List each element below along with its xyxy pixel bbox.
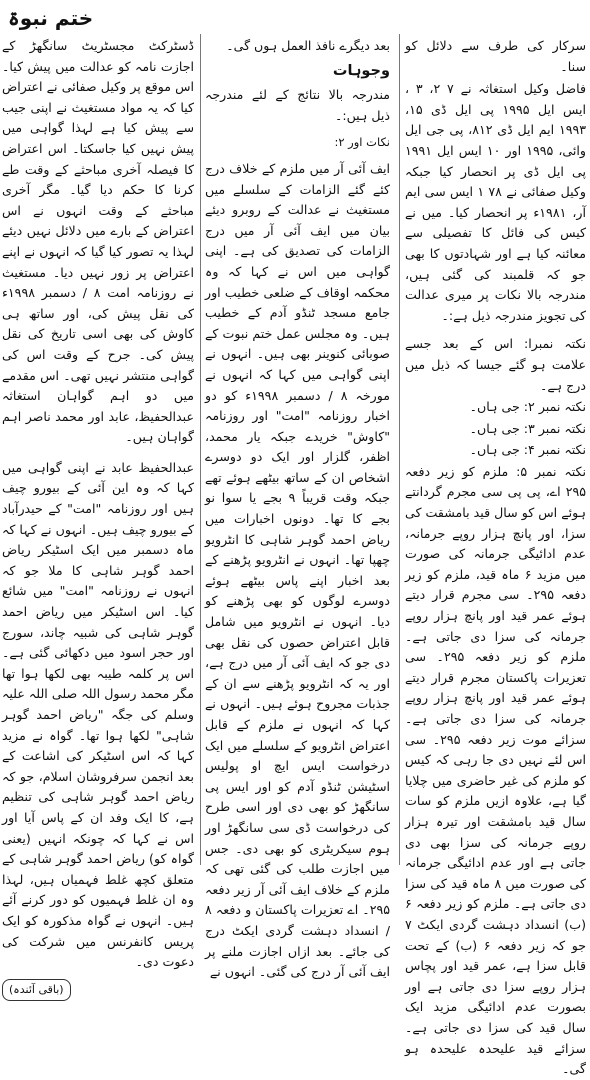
paragraph: ایف آئی آر میں ملزم کے خلاف درج کئے گئے الزامات کے سلسلے میں مستغیث نے عدالت کے روبرو دیئے بیان میں ایف آئی آر میں درج الزامات کی تصدیق کی ہے۔ اپنی گواہی میں اس نے کہا کہ وہ محکمہ اوقاف کے ضلعی خطیب اور جامع مسجد ٹنڈو آدم کے خطیب ہیں۔ وہ مجلس عمل ختم نبوت کے صوبائی کنوینر بھی ہیں۔ انہوں نے اپنی گواہی میں کہا کہ انہوں نے مورخہ ۸ / دسمبر ۱۹۹۸ء کو دو اخبار روزنامہ "امت" اور روزنامہ "کاوش" خریدے جبکہ یار محمد، اظفر، گلزار اور ایک دو دوسرے اشخاص ان کے ساتھ بیٹھے ہوئے تھے جبکہ وقت قریباً ۹ بجے یا سوا نو بجے کا تھا۔ دونوں اخبارات میں ریاض احمد گوہر شاہی کا انٹرویو چھپا تھا۔ انہوں نے انٹرویو پڑھنے کے بعد اخبار اپنے پاس بیٹھے ہوئے دوسرے لوگوں کو بھی پڑھنے کو دیا۔ انہوں نے انٹرویو میں شامل قابل اعتراض حصوں کی نقل بھی دی جو کہ ایف آئی آر میں درج ہے، اور یہ کہ انٹرویو پڑھنے سے ان کے جذبات مجروح ہوئے ہیں۔ انہوں نے کہا کہ انہوں نے ملزم کے قابل اعتراض انٹرویو کے سلسلے میں ایک درخواست ایس ایچ او پولیس اسٹیشن ٹنڈو آدم کو اور ایس پی سانگھڑ کو بھی دی اور اسی طرح کی درخواست ڈی سی سانگھڑ اور ہوم سیکریٹری کو بھی دی۔ جس میں اجازت طلب کی گئی تھی کہ ملزم کے خلاف ایف آئی آر زیر دفعہ ۲۹۵۔ اے تعزیرات پاکستان و دفعہ ۸ / انسداد دہشت گردی ایکٹ درج کی جائے۔ بعد ازاں اجازت ملنے پر ایف آئی آر درج کی گئی۔ انہوں نے [205, 160, 390, 980]
section-subheading: نکات اور ۲: [334, 135, 390, 150]
column-middle [205, 36, 390, 980]
column-divider [200, 34, 201, 865]
continued-label: (باقی آئندہ) [2, 979, 71, 1002]
paragraph: فاضل وکیل استغاثہ نے ۷ ۲، ۳ ، ایس ایل ۱۹۹۵ پی ایل ڈی ۱۵، ۱۹۹۳ ایم ایل ڈی ۸۱۲، پی جی ایل وائی، ۱۹۹۵ اور ۱۰ ایس ایل ۱۹۹۱ پی ایل ڈی پر انحصار کیا جبکہ وکیل صفائی نے ۷۸ ۱ ایس سی ایم آر، ۱۹۸۱ء پر انحصار کیا۔ میں نے کیس کی فائل کا تفصیلی سے معائنہ کیا ہے اور شہادتوں کا بھی جو کہ قلمبند کی گئی ہیں، مندرجہ بالا نکات پر میری عدالت کی تجویز مندرجہ ذیل ہے:۔ [405, 81, 587, 323]
point-item: نکتہ نمبرا: اس کے بعد جسے علامت ہو گئے جیسا کہ ذیل میں درج ہے۔ [405, 336, 586, 393]
point-item: نکتہ نمبر ۴: جی ہاں۔ [469, 442, 586, 458]
column-divider [399, 34, 400, 865]
section-heading: وجوہات [332, 62, 390, 79]
column-right [405, 36, 587, 1077]
continued-note [2, 979, 194, 1002]
column-left [2, 36, 194, 996]
paragraph: ڈسٹرکٹ مجسٹریٹ سانگھڑ کے اجازت نامہ کو عدالت میں پیش کیا۔ اس موقع پر وکیل صفائی نے اعتراض کیا کہ یہ مواد مستغیث نے اپنی جیب سے پیش کیا ہے لہذا گواہی میں پیش نہیں کیا جاسکتا۔ اس اعتراض کا فیصلہ آخری مباحثے کے وقت طے کرنا کا حکم دیا گیا۔ مگر آخری مباحثے کے وقت انہوں نے اس اعتراض کے بارے میں دلائل نہیں دیئے لہذا یہ تصور کیا گیا کہ انہوں نے اپنے اعتراض پر زور نہیں دیا۔ مستغیث نے روزنامہ امت ۸ / دسمبر ۱۹۹۸ء کی نقل پیش کی، اور ساتھ ہی کاوش کی بھی اسی تاریخ کی نقل پیش کی۔ جرح کے وقت اس کی گواہی منتشر نہیں تھی۔ اس مقدمے میں دو اہم گواہان استغاثہ عبدالحفیظ، عابد اور محمد ناصر اہم گواہان ہیں۔ [2, 38, 194, 445]
point-item: نکتہ نمبر ۳: جی ہاں۔ [469, 420, 586, 436]
magazine-logo [8, 4, 94, 32]
paragraph: بعد دیگرے نافذ العمل ہوں گی۔ [226, 38, 390, 53]
logo-text: ختم نبوۃ [8, 6, 94, 30]
paragraph: سرکار کی طرف سے دلائل کو سنا۔ [405, 38, 586, 74]
paragraph: مندرجہ بالا نتائج کے لئے مندرجہ ذیل ہیں:۔ [205, 87, 390, 123]
paragraph: عبدالحفیظ عابد نے اپنی گواہی میں کہا کہ وہ این آئی کے بیورو چیف ہیں اور روزنامہ "امت" کے حیدرآباد کے بیورو چیف ہیں۔ انہوں نے کہا کہ ماہ دسمبر میں ایک اسٹیکر ریاض احمد گوہر شاہی کا ملا جو کہ انہوں نے روزنامہ "امت" میں شائع کیا۔ اس اسٹیکر میں ریاض احمد گوہر شاہی کی شبیہ چاند، سورج اور حجر اسود میں دکھائی گئی ہے۔ اس پر کلمہ طیبہ بھی لکھا ہوا تھا مگر محمد رسول اللہ صلی اللہ علیہ وسلم کی جگہ "ریاض احمد گوہر شاہی" لکھا ہوا تھا۔ گواہ نے مزید کہا کہ اس اسٹیکر کی اشاعت کے بعد انجمن سرفروشان اسلام، جو کہ ریاض احمد گوہر شاہی کی تنظیم ہے، کا ایک وفد ان کے پاس آیا اور اس نے کہا کہ چونکہ انہیں (یعنی گواہ کو) ریاض احمد گوہر شاہی کے متعلق کچھ غلط فہمیاں ہیں، لہذا وہ ان غلط فہمیوں کو دور کرنے آئے ہیں۔ انہوں نے گواہ مذکورہ کو ایک پریس کانفرنس میں شرکت کی دعوت دی۔ [2, 459, 194, 970]
paragraph: نکتہ نمبر ۵: ملزم کو زیر دفعہ ۲۹۵ اے، پی پی سی مجرم گردانتے ہوئے اس کو سال قید بامشقت کی سزا، اور پانچ ہزار روپے جرمانہ، عدم ادائیگی جرمانہ کی صورت میں مزید ۶ ماہ قید، ملزم کو زیر دفعہ ۲۹۵۔ سی مجرم قرار دیتے ہوئے عمر قید اور پانچ ہزار روپے جرمانہ کی سزا دی جاتی ہے۔ ملزم کو زیر دفعہ ۲۹۵۔ سی تعزیرات پاکستان مجرم قرار دیتے ہوئے عمر قید اور پانچ ہزار روپے جرمانہ کی سزا دی جاتی ہے۔ سزائے موت زیر دفعہ ۲۹۵۔ سی اس لئے نہیں دی جا رہی کہ کیس کو ملزم کی غیر حاضری میں چلایا گیا ہے، علاوہ ازیں ملزم کو سات سال قید بامشقت اور تیرہ ہزار روپے جرمانہ کی سزا بھی دی جاتی ہے اور عدم ادائیگی جرمانہ کی صورت میں ۸ ماہ قید کی سزا دی جاتی ہے۔ ملزم کو زیر دفعہ ۶ (ب) انسداد دہشت گردی ایکٹ ۷ جو کہ زیر دفعہ ۶ (ب) کے تحت قابل سزا ہے، عمر قید اور پچاس ہزار روپے سزا دی جاتی ہے اور بصورت عدم ادائیگی مزید ایک سال قید کی سزا دی جاتی ہے۔ سزائے قید علیحدہ علیحدہ ہو گی۔ [405, 463, 587, 1077]
point-item: نکتہ نمبر ۲: جی ہاں۔ [469, 399, 586, 415]
